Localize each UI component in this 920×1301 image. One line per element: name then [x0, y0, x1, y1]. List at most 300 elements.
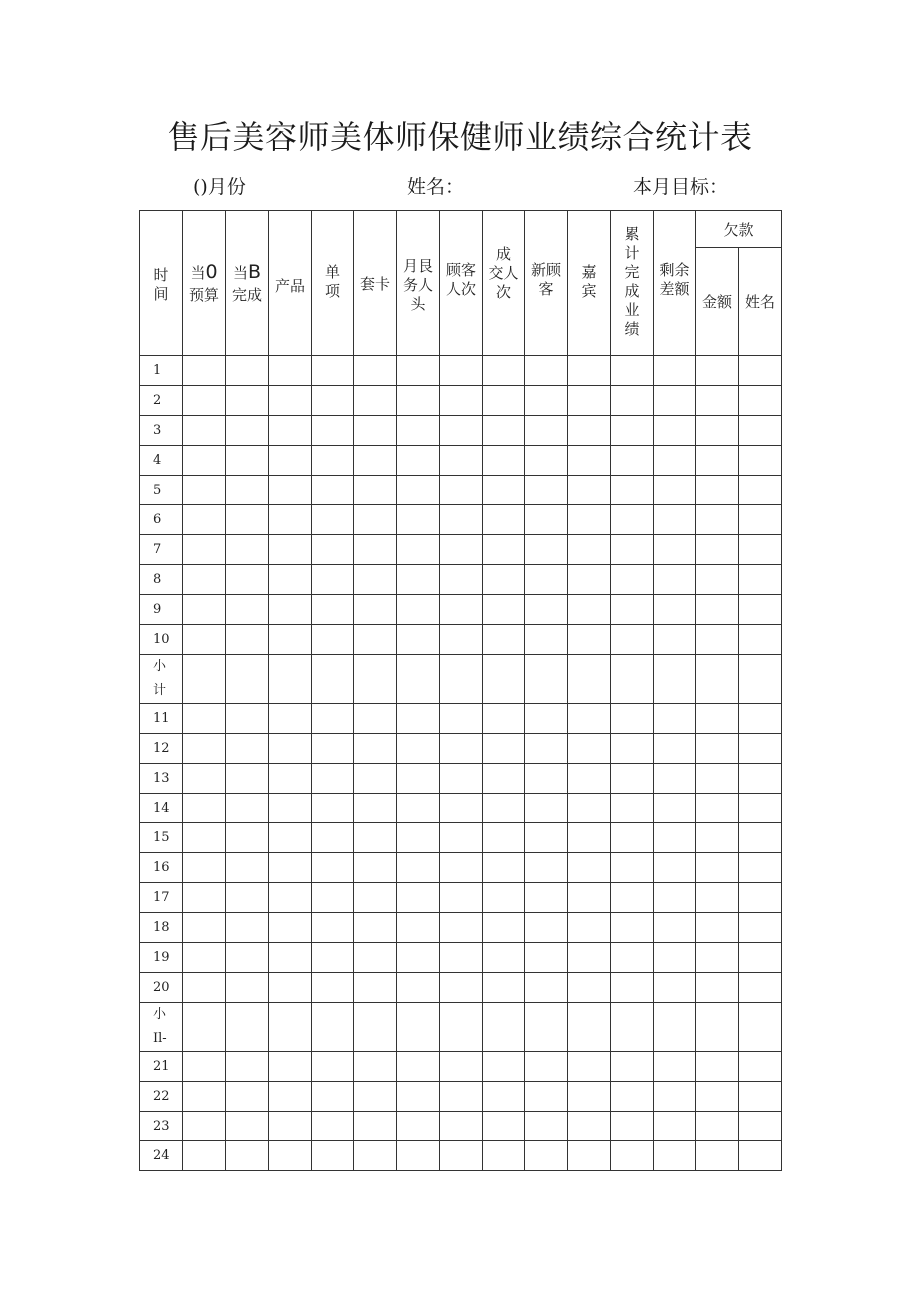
table-cell[interactable] [312, 972, 354, 1002]
table-cell[interactable] [611, 505, 654, 535]
table-cell[interactable] [739, 595, 782, 625]
table-cell[interactable] [397, 535, 440, 565]
table-cell[interactable] [483, 1141, 525, 1171]
table-cell[interactable] [611, 913, 654, 943]
table-cell[interactable] [483, 654, 525, 703]
table-cell[interactable] [696, 853, 739, 883]
table-cell[interactable] [525, 913, 568, 943]
table-cell[interactable] [525, 703, 568, 733]
table-cell[interactable] [654, 883, 696, 913]
table-cell[interactable] [696, 505, 739, 535]
table-cell[interactable] [269, 883, 312, 913]
table-cell[interactable] [269, 1002, 312, 1051]
table-cell[interactable] [611, 883, 654, 913]
table-cell[interactable] [654, 565, 696, 595]
table-cell[interactable] [226, 943, 269, 973]
table-cell[interactable] [696, 415, 739, 445]
table-cell[interactable] [568, 385, 611, 415]
table-cell[interactable] [269, 913, 312, 943]
table-cell[interactable] [654, 505, 696, 535]
table-cell[interactable] [183, 1081, 226, 1111]
table-cell[interactable] [739, 972, 782, 1002]
table-cell[interactable] [568, 535, 611, 565]
table-cell[interactable] [312, 385, 354, 415]
table-cell[interactable] [568, 883, 611, 913]
table-cell[interactable] [739, 1111, 782, 1141]
table-cell[interactable] [654, 793, 696, 823]
table-cell[interactable] [525, 1081, 568, 1111]
table-cell[interactable] [183, 972, 226, 1002]
table-cell[interactable] [397, 356, 440, 386]
table-cell[interactable] [440, 595, 483, 625]
table-cell[interactable] [397, 565, 440, 595]
table-cell[interactable] [183, 883, 226, 913]
table-cell[interactable] [739, 793, 782, 823]
table-cell[interactable] [226, 356, 269, 386]
table-cell[interactable] [183, 595, 226, 625]
table-cell[interactable] [440, 535, 483, 565]
table-cell[interactable] [312, 913, 354, 943]
table-cell[interactable] [696, 913, 739, 943]
table-cell[interactable] [739, 1081, 782, 1111]
table-cell[interactable] [269, 703, 312, 733]
table-cell[interactable] [440, 793, 483, 823]
table-cell[interactable] [226, 445, 269, 475]
table-cell[interactable] [269, 385, 312, 415]
table-cell[interactable] [440, 1051, 483, 1081]
table-cell[interactable] [440, 703, 483, 733]
table-cell[interactable] [525, 415, 568, 445]
table-cell[interactable] [440, 1111, 483, 1141]
table-cell[interactable] [183, 356, 226, 386]
table-cell[interactable] [568, 1051, 611, 1081]
table-cell[interactable] [440, 1141, 483, 1171]
table-cell[interactable] [739, 853, 782, 883]
table-cell[interactable] [654, 595, 696, 625]
table-cell[interactable] [483, 445, 525, 475]
table-cell[interactable] [269, 445, 312, 475]
table-cell[interactable] [440, 385, 483, 415]
table-cell[interactable] [654, 763, 696, 793]
table-cell[interactable] [440, 625, 483, 655]
table-cell[interactable] [525, 356, 568, 386]
table-cell[interactable] [696, 943, 739, 973]
table-cell[interactable] [440, 445, 483, 475]
table-cell[interactable] [654, 415, 696, 445]
table-cell[interactable] [397, 445, 440, 475]
table-cell[interactable] [397, 943, 440, 973]
table-cell[interactable] [611, 356, 654, 386]
table-cell[interactable] [226, 625, 269, 655]
table-cell[interactable] [611, 972, 654, 1002]
table-cell[interactable] [269, 793, 312, 823]
table-cell[interactable] [183, 1051, 226, 1081]
table-cell[interactable] [696, 1141, 739, 1171]
table-cell[interactable] [611, 385, 654, 415]
table-cell[interactable] [269, 356, 312, 386]
table-cell[interactable] [226, 475, 269, 505]
table-cell[interactable] [696, 475, 739, 505]
table-cell[interactable] [568, 972, 611, 1002]
table-cell[interactable] [440, 853, 483, 883]
table-cell[interactable] [312, 1141, 354, 1171]
table-cell[interactable] [654, 385, 696, 415]
table-cell[interactable] [739, 415, 782, 445]
table-cell[interactable] [568, 1002, 611, 1051]
table-cell[interactable] [183, 1002, 226, 1051]
table-cell[interactable] [525, 475, 568, 505]
table-cell[interactable] [568, 445, 611, 475]
table-cell[interactable] [611, 535, 654, 565]
table-cell[interactable] [312, 793, 354, 823]
table-cell[interactable] [183, 1111, 226, 1141]
table-cell[interactable] [696, 565, 739, 595]
table-cell[interactable] [226, 654, 269, 703]
table-cell[interactable] [269, 733, 312, 763]
table-cell[interactable] [226, 535, 269, 565]
table-cell[interactable] [269, 475, 312, 505]
table-cell[interactable] [568, 595, 611, 625]
table-cell[interactable] [696, 1002, 739, 1051]
table-cell[interactable] [312, 1111, 354, 1141]
table-cell[interactable] [568, 733, 611, 763]
table-cell[interactable] [739, 385, 782, 415]
table-cell[interactable] [739, 703, 782, 733]
table-cell[interactable] [226, 972, 269, 1002]
table-cell[interactable] [312, 445, 354, 475]
table-cell[interactable] [654, 703, 696, 733]
table-cell[interactable] [397, 505, 440, 535]
table-cell[interactable] [312, 535, 354, 565]
table-cell[interactable] [696, 356, 739, 386]
table-cell[interactable] [183, 793, 226, 823]
table-cell[interactable] [312, 595, 354, 625]
table-cell[interactable] [611, 1051, 654, 1081]
table-cell[interactable] [483, 913, 525, 943]
table-cell[interactable] [525, 535, 568, 565]
table-cell[interactable] [397, 763, 440, 793]
table-cell[interactable] [568, 625, 611, 655]
table-cell[interactable] [226, 505, 269, 535]
table-cell[interactable] [568, 1081, 611, 1111]
table-cell[interactable] [525, 793, 568, 823]
table-cell[interactable] [611, 1002, 654, 1051]
table-cell[interactable] [525, 625, 568, 655]
table-cell[interactable] [354, 654, 397, 703]
table-cell[interactable] [525, 763, 568, 793]
table-cell[interactable] [568, 793, 611, 823]
table-cell[interactable] [483, 763, 525, 793]
table-cell[interactable] [440, 763, 483, 793]
table-cell[interactable] [696, 703, 739, 733]
table-cell[interactable] [696, 1081, 739, 1111]
table-cell[interactable] [397, 385, 440, 415]
table-cell[interactable] [483, 625, 525, 655]
table-cell[interactable] [483, 703, 525, 733]
table-cell[interactable] [739, 625, 782, 655]
table-cell[interactable] [397, 1141, 440, 1171]
table-cell[interactable] [525, 654, 568, 703]
table-cell[interactable] [440, 654, 483, 703]
table-cell[interactable] [183, 535, 226, 565]
table-cell[interactable] [696, 733, 739, 763]
table-cell[interactable] [654, 943, 696, 973]
table-cell[interactable] [654, 535, 696, 565]
table-cell[interactable] [269, 1141, 312, 1171]
table-cell[interactable] [269, 853, 312, 883]
table-cell[interactable] [525, 1002, 568, 1051]
table-cell[interactable] [611, 565, 654, 595]
table-cell[interactable] [611, 654, 654, 703]
table-cell[interactable] [611, 595, 654, 625]
table-cell[interactable] [654, 1141, 696, 1171]
table-cell[interactable] [611, 1141, 654, 1171]
table-cell[interactable] [312, 1002, 354, 1051]
table-cell[interactable] [483, 1002, 525, 1051]
table-cell[interactable] [611, 415, 654, 445]
table-cell[interactable] [312, 703, 354, 733]
table-cell[interactable] [226, 1051, 269, 1081]
table-cell[interactable] [440, 943, 483, 973]
table-cell[interactable] [654, 654, 696, 703]
table-cell[interactable] [568, 475, 611, 505]
table-cell[interactable] [696, 793, 739, 823]
table-cell[interactable] [654, 913, 696, 943]
table-cell[interactable] [226, 1111, 269, 1141]
table-cell[interactable] [483, 1051, 525, 1081]
table-cell[interactable] [354, 1141, 397, 1171]
table-cell[interactable] [312, 853, 354, 883]
table-cell[interactable] [397, 1051, 440, 1081]
table-cell[interactable] [739, 565, 782, 595]
table-cell[interactable] [611, 625, 654, 655]
table-cell[interactable] [397, 793, 440, 823]
table-cell[interactable] [354, 763, 397, 793]
table-cell[interactable] [739, 1051, 782, 1081]
table-cell[interactable] [397, 625, 440, 655]
table-cell[interactable] [739, 913, 782, 943]
table-cell[interactable] [183, 415, 226, 445]
table-cell[interactable] [397, 1081, 440, 1111]
table-cell[interactable] [183, 1141, 226, 1171]
table-cell[interactable] [525, 853, 568, 883]
table-cell[interactable] [654, 823, 696, 853]
table-cell[interactable] [269, 1111, 312, 1141]
table-cell[interactable] [312, 883, 354, 913]
table-cell[interactable] [525, 385, 568, 415]
table-cell[interactable] [397, 733, 440, 763]
table-cell[interactable] [611, 703, 654, 733]
table-cell[interactable] [654, 625, 696, 655]
table-cell[interactable] [354, 823, 397, 853]
table-cell[interactable] [312, 505, 354, 535]
table-cell[interactable] [483, 535, 525, 565]
table-cell[interactable] [183, 625, 226, 655]
table-cell[interactable] [312, 1081, 354, 1111]
table-cell[interactable] [226, 823, 269, 853]
table-cell[interactable] [525, 445, 568, 475]
table-cell[interactable] [654, 972, 696, 1002]
table-cell[interactable] [654, 1051, 696, 1081]
table-cell[interactable] [312, 943, 354, 973]
table-cell[interactable] [483, 1081, 525, 1111]
table-cell[interactable] [568, 943, 611, 973]
table-cell[interactable] [568, 505, 611, 535]
table-cell[interactable] [354, 913, 397, 943]
table-cell[interactable] [354, 972, 397, 1002]
table-cell[interactable] [312, 475, 354, 505]
table-cell[interactable] [354, 475, 397, 505]
table-cell[interactable] [269, 823, 312, 853]
table-cell[interactable] [568, 356, 611, 386]
table-cell[interactable] [654, 475, 696, 505]
table-cell[interactable] [312, 733, 354, 763]
table-cell[interactable] [226, 883, 269, 913]
table-cell[interactable] [440, 972, 483, 1002]
table-cell[interactable] [397, 475, 440, 505]
table-cell[interactable] [226, 565, 269, 595]
table-cell[interactable] [354, 1002, 397, 1051]
table-cell[interactable] [269, 1081, 312, 1111]
table-cell[interactable] [696, 654, 739, 703]
table-cell[interactable] [269, 505, 312, 535]
table-cell[interactable] [611, 475, 654, 505]
table-cell[interactable] [397, 654, 440, 703]
table-cell[interactable] [739, 1141, 782, 1171]
table-cell[interactable] [226, 793, 269, 823]
table-cell[interactable] [183, 385, 226, 415]
table-cell[interactable] [397, 1002, 440, 1051]
table-cell[interactable] [226, 385, 269, 415]
table-cell[interactable] [525, 595, 568, 625]
table-cell[interactable] [226, 595, 269, 625]
table-cell[interactable] [183, 853, 226, 883]
table-cell[interactable] [525, 1141, 568, 1171]
table-cell[interactable] [611, 1111, 654, 1141]
table-cell[interactable] [312, 763, 354, 793]
table-cell[interactable] [696, 385, 739, 415]
table-cell[interactable] [440, 505, 483, 535]
table-cell[interactable] [483, 505, 525, 535]
table-cell[interactable] [739, 943, 782, 973]
table-cell[interactable] [696, 1111, 739, 1141]
table-cell[interactable] [440, 1002, 483, 1051]
table-cell[interactable] [483, 853, 525, 883]
table-cell[interactable] [696, 1051, 739, 1081]
table-cell[interactable] [269, 943, 312, 973]
table-cell[interactable] [354, 703, 397, 733]
table-cell[interactable] [568, 1141, 611, 1171]
table-cell[interactable] [440, 565, 483, 595]
table-cell[interactable] [226, 763, 269, 793]
table-cell[interactable] [397, 913, 440, 943]
table-cell[interactable] [397, 823, 440, 853]
table-cell[interactable] [312, 625, 354, 655]
table-cell[interactable] [440, 475, 483, 505]
table-cell[interactable] [440, 883, 483, 913]
table-cell[interactable] [611, 943, 654, 973]
table-cell[interactable] [739, 475, 782, 505]
table-cell[interactable] [696, 972, 739, 1002]
table-cell[interactable] [568, 823, 611, 853]
table-cell[interactable] [354, 1111, 397, 1141]
table-cell[interactable] [183, 823, 226, 853]
table-cell[interactable] [696, 595, 739, 625]
table-cell[interactable] [183, 475, 226, 505]
table-cell[interactable] [269, 654, 312, 703]
table-cell[interactable] [312, 1051, 354, 1081]
table-cell[interactable] [739, 535, 782, 565]
table-cell[interactable] [568, 1111, 611, 1141]
table-cell[interactable] [654, 445, 696, 475]
table-cell[interactable] [183, 763, 226, 793]
table-cell[interactable] [354, 595, 397, 625]
table-cell[interactable] [483, 475, 525, 505]
table-cell[interactable] [269, 595, 312, 625]
table-cell[interactable] [183, 733, 226, 763]
table-cell[interactable] [397, 703, 440, 733]
table-cell[interactable] [269, 565, 312, 595]
table-cell[interactable] [183, 445, 226, 475]
table-cell[interactable] [354, 1081, 397, 1111]
table-cell[interactable] [568, 853, 611, 883]
table-cell[interactable] [397, 883, 440, 913]
table-cell[interactable] [483, 595, 525, 625]
table-cell[interactable] [568, 703, 611, 733]
table-cell[interactable] [183, 654, 226, 703]
table-cell[interactable] [354, 385, 397, 415]
table-cell[interactable] [354, 733, 397, 763]
table-cell[interactable] [354, 415, 397, 445]
table-cell[interactable] [525, 823, 568, 853]
table-cell[interactable] [483, 793, 525, 823]
table-cell[interactable] [696, 763, 739, 793]
table-cell[interactable] [739, 823, 782, 853]
table-cell[interactable] [568, 654, 611, 703]
table-cell[interactable] [696, 535, 739, 565]
table-cell[interactable] [654, 356, 696, 386]
table-cell[interactable] [440, 415, 483, 445]
table-cell[interactable] [354, 853, 397, 883]
table-cell[interactable] [525, 505, 568, 535]
table-cell[interactable] [611, 733, 654, 763]
table-cell[interactable] [397, 972, 440, 1002]
table-cell[interactable] [397, 853, 440, 883]
table-cell[interactable] [483, 943, 525, 973]
table-cell[interactable] [269, 972, 312, 1002]
table-cell[interactable] [611, 823, 654, 853]
table-cell[interactable] [440, 913, 483, 943]
table-cell[interactable] [397, 415, 440, 445]
table-cell[interactable] [354, 793, 397, 823]
table-cell[interactable] [269, 625, 312, 655]
table-cell[interactable] [354, 1051, 397, 1081]
table-cell[interactable] [525, 943, 568, 973]
table-cell[interactable] [440, 1081, 483, 1111]
table-cell[interactable] [525, 1051, 568, 1081]
table-cell[interactable] [483, 972, 525, 1002]
table-cell[interactable] [739, 763, 782, 793]
table-cell[interactable] [440, 356, 483, 386]
table-cell[interactable] [611, 1081, 654, 1111]
table-cell[interactable] [312, 823, 354, 853]
table-cell[interactable] [696, 625, 739, 655]
table-cell[interactable] [312, 415, 354, 445]
table-cell[interactable] [269, 415, 312, 445]
table-cell[interactable] [226, 703, 269, 733]
table-cell[interactable] [739, 883, 782, 913]
table-cell[interactable] [397, 1111, 440, 1141]
